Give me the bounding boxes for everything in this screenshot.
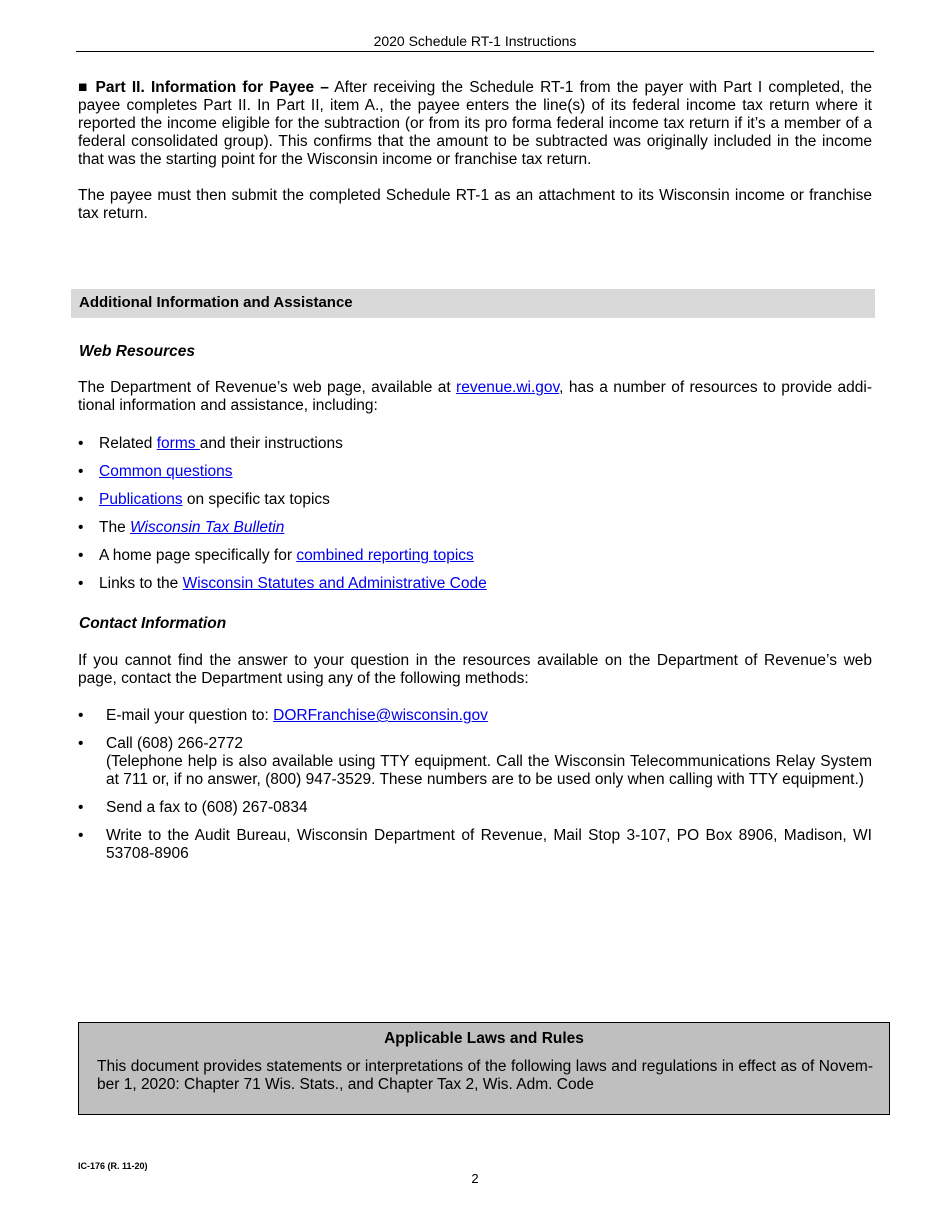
contact-list <box>78 707 872 873</box>
form-id: IC-176 (R. 11-20) <box>78 1161 148 1171</box>
part2-text: After receiving the Schedule RT-1 from the payer with Part I completed, the payee completes Part II. In Part II, item A., the payee enters the line(s) of its federal income tax return where it reported the income eligible for the subtraction (or from its pro forma federal income tax return if it’s a member of a federal consolidated group). This confirms that the amount to be subtracted was originally included in the income that was the starting point for the Wisconsin income or franchise tax return. <box>78 79 873 168</box>
part2-paragraph <box>78 79 872 169</box>
list-item: • Publications on specific tax topics <box>78 491 330 508</box>
bullet-icon: • <box>78 735 84 752</box>
bullet-icon: • <box>78 547 84 564</box>
bullet-icon: • <box>78 707 84 724</box>
web-resources-heading: Web Resources <box>79 343 196 360</box>
combined-reporting-link[interactable]: combined reporting topics <box>296 547 474 564</box>
call-line: Call (608) 266-2772 <box>106 735 244 752</box>
bullet-icon: • <box>78 435 84 452</box>
contact-intro: If you cannot find the answer to your question in the resources available on the Department of Revenue’s web page, contact the Department using any of the following methods: <box>78 652 872 687</box>
contact-heading: Contact Information <box>79 615 227 632</box>
section-title: Additional Information and Assistance <box>79 294 353 311</box>
header-rule <box>76 51 874 52</box>
bullet-icon: • <box>78 799 84 816</box>
contact-email-item: • E-mail your question to: DORFranchise@wisconsin.gov <box>78 707 488 724</box>
list-item: • Links to the Wisconsin Statutes and Administrative Code <box>78 575 487 592</box>
statutes-link[interactable]: Wisconsin Statutes and Administrative Code <box>182 575 487 592</box>
forms-link[interactable]: forms <box>156 435 200 452</box>
common-questions-link[interactable]: Common questions <box>99 463 233 480</box>
revenue-link[interactable]: revenue.wi.gov <box>456 379 560 396</box>
page-number: 2 <box>471 1171 479 1186</box>
applicable-laws-box <box>78 1022 890 1115</box>
call-note: (Telephone help is also available using TTY equipment. Call the Wisconsin Telecommunications Relay System at 711 or, if no answer, (800) 947-3529. These numbers are to be used only when calling with TTY equipment.) <box>106 753 872 788</box>
section-bar <box>71 289 875 318</box>
contact-call-item <box>78 735 872 789</box>
list-item <box>78 463 872 481</box>
laws-title: Applicable Laws and Rules <box>384 1030 584 1047</box>
bullet-icon: • <box>78 519 84 536</box>
bullet-icon: • <box>78 491 84 508</box>
contact-fax-item: • Send a fax to (608) 267-0834 <box>78 799 308 816</box>
list-item: • Related forms and their instructions <box>78 435 343 452</box>
bullet-icon: • <box>78 575 84 592</box>
list-item: • A home page specifically for combined reporting topics <box>78 547 474 564</box>
part2-heading: Part II. Information for Payee – <box>95 79 329 96</box>
submit-paragraph: The payee must then submit the completed Schedule RT-1 as an attachment to its Wisconsin income or franchise tax return. <box>78 187 872 222</box>
email-link[interactable]: DORFranchise@wisconsin.gov <box>273 707 488 724</box>
laws-text: This document provides statements or interpretations of the following laws and regulations in effect as of November 1, 2020: Chapter 71 Wis. Stats., and Chapter Tax 2, Wis. Adm. Code <box>97 1058 873 1093</box>
web-resources-list <box>78 435 872 603</box>
web-resources-intro: The Department of Revenue’s web page, available at revenue.wi.gov, has a number of resources to provide additional information and assistance, including: <box>78 379 872 414</box>
contact-write-item: • Write to the Audit Bureau, Wisconsin Department of Revenue, Mail Stop 3-107, PO Box 8906, Madison, WI 53708-8906 <box>78 827 872 862</box>
part2-bullet: ■ <box>78 79 90 96</box>
list-item: • The Wisconsin Tax Bulletin <box>78 519 285 536</box>
bullet-icon: • <box>78 827 84 844</box>
tax-bulletin-link[interactable]: Wisconsin Tax Bulletin <box>130 519 285 536</box>
publications-link[interactable]: Publications <box>99 491 183 508</box>
page-header-title: 2020 Schedule RT-1 Instructions <box>373 33 577 49</box>
bullet-icon: • <box>78 463 84 480</box>
